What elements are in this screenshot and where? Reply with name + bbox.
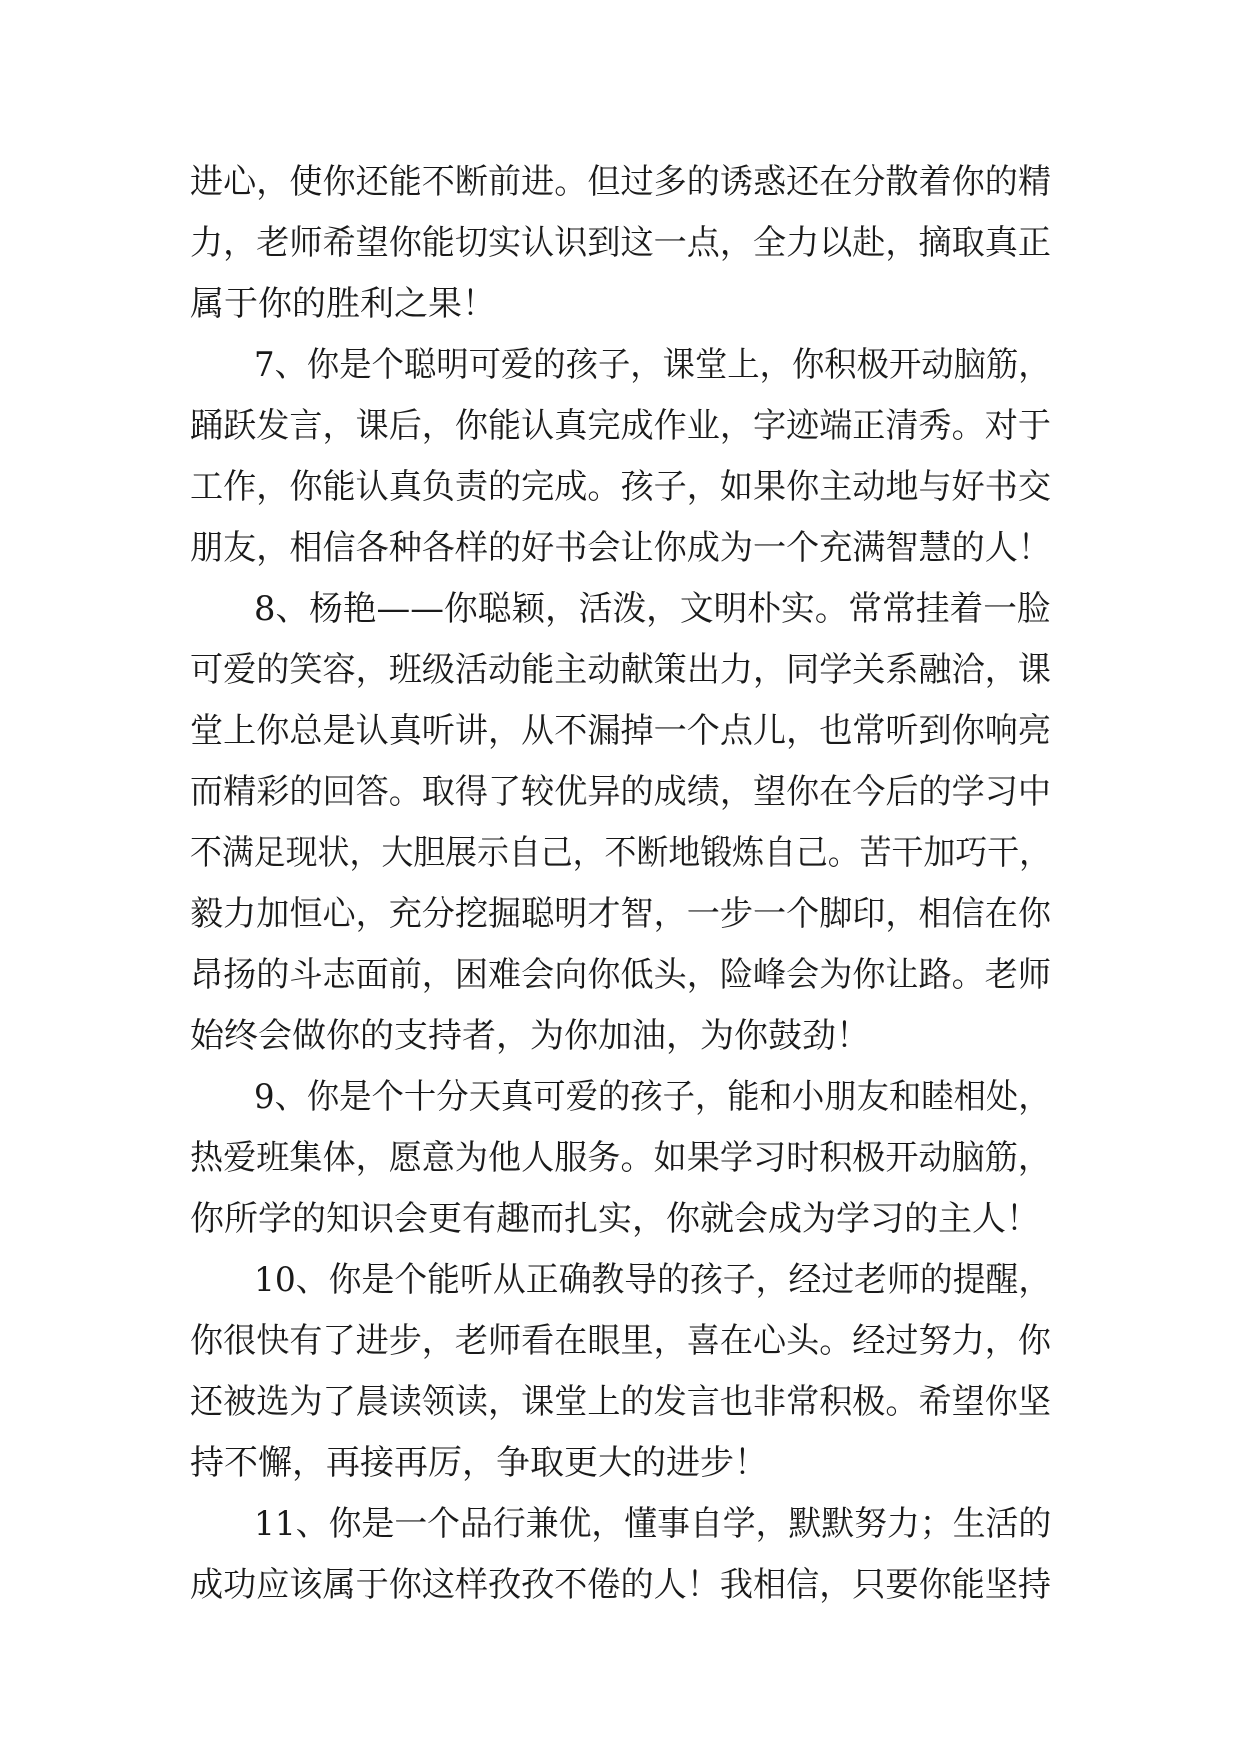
text-line: 进心，使你还能不断前进。但过多的诱惑还在分散着你的精 <box>190 162 1051 202</box>
text-line: 持不懈，再接再厉，争取更大的进步！ <box>190 1443 768 1483</box>
text-line: 力，老师希望你能切实认识到这一点，全力以赴，摘取真正 <box>190 223 1051 263</box>
text-line: 8、杨艳——你聪颖，活泼，文明朴实。常常挂着一脸 <box>254 589 1051 629</box>
text-line: 9、你是个十分天真可爱的孩子，能和小朋友和睦相处， <box>254 1077 1051 1117</box>
text-line: 不满足现状，大胆展示自己，不断地锻炼自己。苦干加巧干， <box>190 833 1051 873</box>
text-line: 热爱班集体，愿意为他人服务。如果学习时积极开动脑筋， <box>190 1138 1051 1178</box>
text-line: 还被选为了晨读领读，课堂上的发言也非常积极。希望你坚 <box>190 1382 1051 1422</box>
text-line: 10、你是个能听从正确教导的孩子，经过老师的提醒， <box>254 1260 1052 1300</box>
text-line: 始终会做你的支持者，为你加油，为你鼓劲！ <box>190 1016 870 1056</box>
text-line: 11、你是一个品行兼优，懂事自学，默默努力；生活的 <box>254 1504 1052 1544</box>
text-line: 成功应该属于你这样孜孜不倦的人！我相信，只要你能坚持 <box>190 1565 1051 1605</box>
text-line: 毅力加恒心，充分挖掘聪明才智，一步一个脚印，相信在你 <box>190 894 1051 934</box>
text-line: 属于你的胜利之果！ <box>190 284 496 324</box>
text-line: 朋友，相信各种各样的好书会让你成为一个充满智慧的人！ <box>190 528 1051 568</box>
text-line: 而精彩的回答。取得了较优异的成绩，望你在今后的学习中 <box>190 772 1051 812</box>
text-line: 踊跃发言，课后，你能认真完成作业，字迹端正清秀。对于 <box>190 406 1051 446</box>
text-line: 你所学的知识会更有趣而扎实，你就会成为学习的主人！ <box>190 1199 1040 1239</box>
text-line: 可爱的笑容，班级活动能主动献策出力，同学关系融洽，课 <box>190 650 1051 690</box>
text-line: 堂上你总是认真听讲，从不漏掉一个点儿，也常听到你响亮 <box>190 711 1051 751</box>
text-line: 昂扬的斗志面前，困难会向你低头，险峰会为你让路。老师 <box>190 955 1051 995</box>
text-line: 工作，你能认真负责的完成。孩子，如果你主动地与好书交 <box>190 467 1051 507</box>
text-line: 7、你是个聪明可爱的孩子，课堂上，你积极开动脑筋， <box>254 345 1051 385</box>
text-line: 你很快有了进步，老师看在眼里，喜在心头。经过努力，你 <box>190 1321 1051 1361</box>
